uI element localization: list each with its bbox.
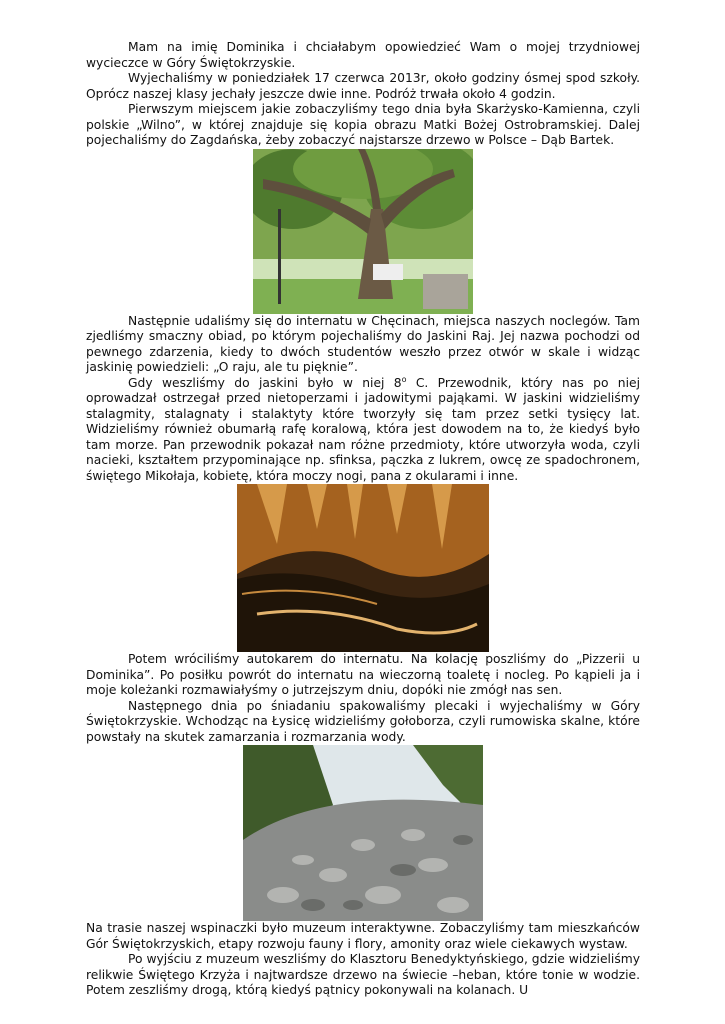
paragraph-evening: Potem wróciliśmy autokarem do internatu. Na kolację poszliśmy do „Pizzerii u Dominika”. Po posiłku powrót do internatu na wieczorną toaletę i nocleg. Po kąpieli ja i moje koleżanki rozmawiałyśmy o jutrzejszym dniu, dopóki nie zmógł nas sen.: [86, 652, 640, 697]
photo-goloborze-rocks: [243, 745, 483, 921]
cave-text-rest: C. Przewodnik, który nas po niej oprowadzał ostrzegał przed nietoperzami i jadowitymi pająkami. W jaskini widzieliśmy stalagmity, stalagnaty i stalaktyty które tworzyły się tam przez setki tysięcy lat. Widzieliśmy również obumarłą rafę koralową, która jest dowodem na to, że kiedyś było tam morze. Pan przewodnik pokazał nam różne przedmioty, które utworzyła woda, czyli nacieki, kształtem przypominające np. sfinksa, pączka z lukrem, owcę ze spadochronem, świętego Mikołaja, kobietę, która moczy nogi, pana z okularami i inne.: [86, 375, 641, 483]
paragraph-museum: Na trasie naszej wspinaczki było muzeum interaktywne. Zobaczyliśmy tam mieszkańców Gór Świętokrzyskich, etapy rozwoju fauny i flory, amonity oraz wiele ciekawych wystaw.: [86, 921, 640, 951]
paragraph-first-places: Pierwszym miejscem jakie zobaczyliśmy tego dnia była Skarżysko-Kamienna, czyli polskie „Wilno”, w której znajduje się kopia obrazu Matki Bożej Ostrobramskiej. Dalej pojechaliśmy do Zagdańska, żeby zobaczyć najstarsze drzewo w Polsce – Dąb Bartek.: [86, 102, 640, 147]
paragraph-cave-tour: [86, 376, 640, 485]
paragraph-departure: Wyjechaliśmy w poniedziałek 17 czerwca 2013r, około godziny ósmej spod szkoły. Oprócz naszej klasy jechały jeszcze dwie inne. Podróż trwała około 4 godzin.: [86, 71, 640, 101]
photo-oak-tree-bartek: [253, 149, 473, 314]
photo-raj-cave: [237, 484, 489, 652]
degree-superscript: o: [401, 374, 407, 384]
paragraph-checiny: Następnie udaliśmy się do internatu w Chęcinach, miejsca naszych noclegów. Tam zjedliśmy smaczny obiad, po którym pojechaliśmy do Jaskini Raj. Jej nazwa pochodzi od pewnego zdarzenia, kiedy to dwóch studentów weszło przez otwór w skale i widząc jaskinię powiedzieli: „O raju, ale tu pięknie”.: [86, 313, 640, 374]
paragraph-second-day: Następnego dnia po śniadaniu spakowaliśmy plecaki i wyjechaliśmy w Góry Świętokrzyskie. Wchodząc na Łysicę widzieliśmy gołoborza, czyli rumowiska skalne, które powstały na skutek zamarzania i rozmarzania wody.: [86, 698, 640, 744]
document-page: [86, 40, 640, 999]
paragraph-intro: Mam na imię Dominika i chciałabym opowiedzieć Wam o mojej trzydniowej wycieczce w Góry Świętokrzyskie.: [86, 40, 640, 70]
cave-text-start: Gdy weszliśmy do jaskini było w niej 8: [128, 375, 402, 390]
paragraph-monastery: Po wyjściu z muzeum weszliśmy do Klasztoru Benedyktyńskiego, gdzie widzieliśmy relikwie Świętego Krzyża i najtwardsze drzewo na świecie –heban, które tonie w wodzie. Potem zeszliśmy drogą, którą kiedyś pątnicy pokonywali na kolanach. U: [86, 952, 640, 997]
